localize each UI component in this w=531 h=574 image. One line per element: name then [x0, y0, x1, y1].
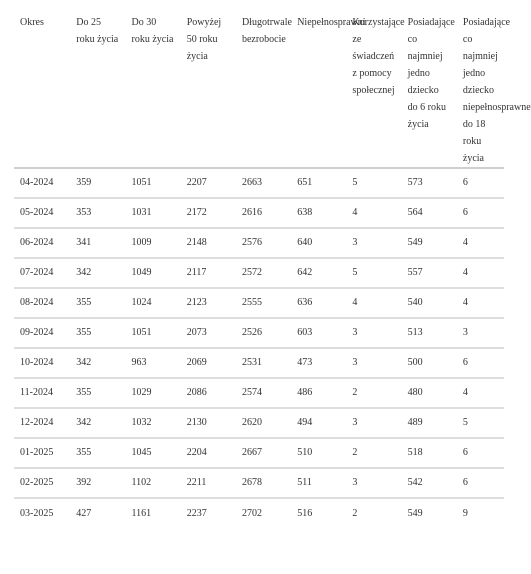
cell-do-30: 1032: [131, 417, 152, 428]
table-row: [14, 318, 504, 348]
cell-okres: 03-2025: [20, 507, 54, 519]
cell-dziecko-niepelnosprawne: 4: [462, 237, 468, 248]
cell-powyzej-50: 2211: [186, 477, 207, 488]
cell-okres: 01-2025: [20, 447, 54, 458]
cell-dziecko-niepelnosprawne: 6: [462, 447, 468, 458]
table-row: [14, 378, 504, 408]
column-header-dlugotrwale-bezrobocie: Długotrwale bezrobocie: [241, 17, 292, 45]
column-header-do-25: Do 25 roku życia: [76, 17, 119, 45]
cell-dziecko-do-6: 500: [407, 357, 423, 368]
cell-okres: 12-2024: [20, 417, 54, 428]
cell-pomoc-spoleczna: 2: [352, 507, 358, 519]
cell-pomoc-spoleczna: 2: [352, 387, 358, 398]
cell-dlugotrwale-bezrobocie: 2620: [241, 417, 262, 428]
cell-powyzej-50: 2069: [186, 357, 207, 368]
cell-do-30: 1049: [131, 267, 152, 278]
column-header-dziecko-do-6: Posiadające co najmniej jedno dziecko do 6 roku życia: [407, 17, 455, 130]
cell-do-25: 342: [76, 357, 92, 368]
cell-dziecko-do-6: 557: [407, 267, 423, 278]
cell-dziecko-niepelnosprawne: 9: [462, 507, 468, 519]
cell-niepelnosprawni: 603: [297, 327, 313, 338]
unemployment-table-container: [14, 8, 531, 528]
table-row: [14, 408, 504, 438]
cell-do-25: 355: [76, 297, 92, 308]
cell-niepelnosprawni: 494: [297, 417, 313, 428]
cell-dziecko-niepelnosprawne: 4: [462, 267, 468, 278]
cell-do-25: 427: [76, 507, 92, 519]
cell-okres: 05-2024: [20, 207, 54, 218]
cell-dziecko-do-6: 489: [407, 417, 423, 428]
cell-dlugotrwale-bezrobocie: 2667: [241, 447, 262, 458]
unemployment-table: [14, 8, 531, 528]
table-row: [14, 198, 504, 228]
cell-pomoc-spoleczna: 4: [352, 207, 358, 218]
cell-do-30: 1009: [131, 237, 152, 248]
cell-okres: 11-2024: [20, 387, 53, 398]
cell-dlugotrwale-bezrobocie: 2702: [241, 507, 262, 519]
cell-dziecko-do-6: 549: [407, 237, 423, 248]
cell-powyzej-50: 2123: [186, 297, 207, 308]
table-row: [14, 498, 504, 528]
cell-do-30: 1051: [131, 177, 152, 188]
cell-dlugotrwale-bezrobocie: 2555: [241, 297, 262, 308]
cell-do-25: 342: [76, 417, 92, 428]
cell-dziecko-do-6: 518: [407, 447, 423, 458]
cell-okres: 02-2025: [20, 477, 54, 488]
cell-do-30: 1045: [131, 447, 152, 458]
cell-niepelnosprawni: 651: [297, 177, 313, 188]
table-row: [14, 168, 504, 198]
cell-dziecko-niepelnosprawne: 4: [462, 387, 468, 398]
cell-powyzej-50: 2130: [186, 417, 207, 428]
cell-niepelnosprawni: 516: [297, 507, 313, 519]
cell-dziecko-niepelnosprawne: 6: [462, 177, 468, 188]
cell-dziecko-do-6: 573: [407, 177, 423, 188]
cell-do-30: 1031: [131, 207, 152, 218]
cell-pomoc-spoleczna: 5: [352, 177, 358, 188]
cell-do-25: 359: [76, 177, 92, 188]
cell-dziecko-do-6: 542: [407, 477, 423, 488]
cell-niepelnosprawni: 640: [297, 237, 313, 248]
cell-dziecko-do-6: 513: [407, 327, 423, 338]
cell-powyzej-50: 2204: [186, 447, 207, 458]
cell-dlugotrwale-bezrobocie: 2616: [241, 207, 262, 218]
cell-okres: 10-2024: [20, 357, 54, 368]
cell-powyzej-50: 2073: [186, 327, 207, 338]
cell-dziecko-do-6: 480: [407, 387, 423, 398]
cell-dlugotrwale-bezrobocie: 2572: [241, 267, 262, 278]
cell-pomoc-spoleczna: 4: [352, 297, 358, 308]
column-header-pomoc-spoleczna: Korzystające ze świadczeń z pomocy społecznej: [352, 17, 405, 96]
cell-pomoc-spoleczna: 3: [352, 357, 358, 368]
cell-powyzej-50: 2086: [186, 387, 207, 398]
cell-dlugotrwale-bezrobocie: 2526: [241, 327, 262, 338]
cell-pomoc-spoleczna: 3: [352, 237, 358, 248]
table-row: [14, 468, 504, 498]
cell-dziecko-niepelnosprawne: 6: [462, 477, 468, 488]
cell-dziecko-niepelnosprawne: 6: [462, 207, 468, 218]
cell-pomoc-spoleczna: 3: [352, 327, 358, 338]
cell-pomoc-spoleczna: 2: [352, 447, 358, 458]
cell-do-30: 1102: [131, 477, 152, 488]
cell-powyzej-50: 2237: [186, 507, 207, 519]
cell-powyzej-50: 2172: [186, 207, 207, 218]
column-header-okres: Okres: [20, 17, 44, 28]
cell-do-25: 355: [76, 447, 92, 458]
cell-dziecko-niepelnosprawne: 4: [462, 297, 468, 308]
cell-dziecko-do-6: 540: [407, 297, 423, 308]
table-row: [14, 288, 504, 318]
table-header-row: [14, 8, 504, 168]
column-header-niepelnosprawni: Niepełnosprawni: [297, 17, 366, 28]
cell-do-30: 1161: [131, 507, 152, 519]
table-body: [14, 168, 504, 528]
cell-do-25: 392: [76, 477, 92, 488]
cell-okres: 09-2024: [20, 327, 54, 338]
cell-niepelnosprawni: 642: [297, 267, 313, 278]
cell-dlugotrwale-bezrobocie: 2576: [241, 237, 262, 248]
cell-niepelnosprawni: 638: [297, 207, 313, 218]
table-row: [14, 258, 504, 288]
cell-dlugotrwale-bezrobocie: 2678: [241, 477, 262, 488]
cell-okres: 04-2024: [20, 177, 54, 188]
cell-pomoc-spoleczna: 5: [352, 267, 358, 278]
table-row: [14, 438, 504, 468]
column-header-powyzej-50: Powyżej 50 roku życia: [186, 17, 222, 62]
cell-dziecko-do-6: 549: [407, 507, 423, 519]
cell-do-25: 341: [76, 237, 92, 248]
cell-do-25: 342: [76, 267, 92, 278]
cell-okres: 06-2024: [20, 237, 54, 248]
cell-niepelnosprawni: 473: [297, 357, 313, 368]
cell-do-25: 355: [76, 327, 92, 338]
cell-dziecko-niepelnosprawne: 5: [462, 417, 468, 428]
table-row: [14, 348, 504, 378]
cell-powyzej-50: 2207: [186, 177, 207, 188]
cell-powyzej-50: 2148: [186, 237, 207, 248]
cell-pomoc-spoleczna: 3: [352, 417, 358, 428]
cell-do-30: 1024: [131, 297, 152, 308]
cell-niepelnosprawni: 510: [297, 447, 313, 458]
cell-niepelnosprawni: 636: [297, 297, 313, 308]
cell-niepelnosprawni: 486: [297, 387, 313, 398]
cell-do-30: 963: [131, 357, 147, 368]
cell-do-25: 355: [76, 387, 92, 398]
cell-okres: 08-2024: [20, 297, 54, 308]
column-header-do-30: Do 30 roku życia: [131, 17, 174, 45]
cell-do-30: 1051: [131, 327, 152, 338]
table-row: [14, 228, 504, 258]
cell-dlugotrwale-bezrobocie: 2531: [241, 357, 262, 368]
cell-okres: 07-2024: [20, 267, 54, 278]
cell-dziecko-niepelnosprawne: 3: [462, 327, 468, 338]
cell-dlugotrwale-bezrobocie: 2663: [241, 177, 262, 188]
cell-dziecko-niepelnosprawne: 6: [462, 357, 468, 368]
column-header-dziecko-niepelnosprawne: Posiadające co najmniej jedno dziecko niepełnosprawne do 18 roku życia: [462, 17, 531, 164]
cell-dziecko-do-6: 564: [407, 207, 423, 218]
cell-powyzej-50: 2117: [186, 267, 207, 278]
cell-niepelnosprawni: 511: [297, 477, 312, 488]
cell-dlugotrwale-bezrobocie: 2574: [241, 387, 262, 398]
cell-do-30: 1029: [131, 387, 152, 398]
cell-do-25: 353: [76, 207, 92, 218]
cell-pomoc-spoleczna: 3: [352, 477, 358, 488]
